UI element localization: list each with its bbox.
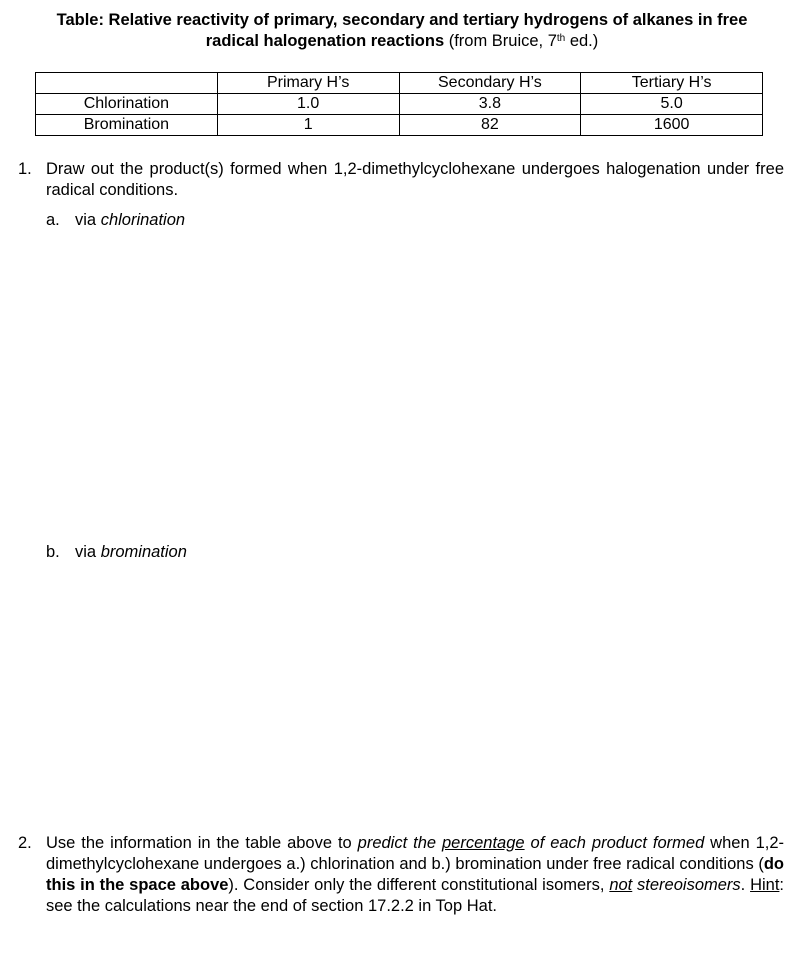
header-cell-tertiary: Tertiary H’s <box>581 73 763 94</box>
row-label-bromination: Bromination <box>36 115 218 136</box>
question-2 <box>18 833 784 917</box>
header-cell-empty <box>36 73 218 94</box>
caption-source-post: ed.) <box>565 32 599 50</box>
q2-hint-label: Hint <box>750 876 780 894</box>
header-cell-secondary: Secondary H’s <box>399 73 581 94</box>
question-2-number: 2. <box>18 834 32 852</box>
part-b-method: bromination <box>100 543 187 561</box>
q2-text-9: stereoisomers <box>632 876 741 894</box>
q2-text-10: . <box>740 876 751 894</box>
table-cell: 1 <box>217 115 399 136</box>
q2-percentage-emphasis: percentage <box>442 834 525 852</box>
table-caption-line-1 <box>0 10 804 31</box>
table-cell: 5.0 <box>581 94 763 115</box>
q2-text-5: when 1,2-dimethylcyclohexane undergoes a.) chlorination and b.) bromination under free radical conditions ( <box>46 834 784 873</box>
caption-source-sup: th <box>556 33 566 44</box>
q2-text-12: : see the calculations near the end of section 17.2.2 in Top Hat. <box>46 876 784 915</box>
question-1-part-a <box>46 210 185 231</box>
part-a-method: chlorination <box>100 211 186 229</box>
table-row <box>36 115 763 136</box>
table-cell: 82 <box>399 115 581 136</box>
header-cell-primary: Primary H’s <box>217 73 399 94</box>
question-1-number: 1. <box>18 160 32 178</box>
caption-bold-text: radical halogenation reactions <box>205 32 445 50</box>
caption-text-1: Table: Relative reactivity of primary, secondary and tertiary hydrogens of alkanes in free <box>56 11 748 29</box>
question-2-text <box>46 833 784 917</box>
q2-bold-instruction: do this in the space above <box>46 855 784 894</box>
row-label-chlorination: Chlorination <box>36 94 218 115</box>
table-row <box>36 94 763 115</box>
question-1-text: Draw out the product(s) formed when 1,2-dimethylcyclohexane undergoes halogenation under free radical conditions. <box>46 160 784 199</box>
caption-source-pre: (from Bruice, 7 <box>444 32 557 50</box>
table-cell: 1.0 <box>217 94 399 115</box>
table-cell: 1600 <box>581 115 763 136</box>
q2-not-emphasis: not <box>609 876 633 894</box>
table-cell: 3.8 <box>399 94 581 115</box>
question-1-part-b <box>46 542 187 563</box>
question-1 <box>18 159 784 201</box>
table-caption-line-2 <box>0 31 804 52</box>
part-a-letter: a. <box>46 211 60 229</box>
table-header-row <box>36 73 763 94</box>
part-b-letter: b. <box>46 543 60 561</box>
reactivity-table <box>35 72 763 136</box>
q2-text-4: of each product formed <box>524 834 705 852</box>
part-b-prefix: via <box>75 543 101 561</box>
q2-text-1: Use the information in the table above to <box>46 834 358 852</box>
q2-text-7: ). Consider only the different constitutional isomers, <box>228 876 610 894</box>
q2-text-2: predict the <box>357 834 442 852</box>
part-a-prefix: via <box>75 211 101 229</box>
